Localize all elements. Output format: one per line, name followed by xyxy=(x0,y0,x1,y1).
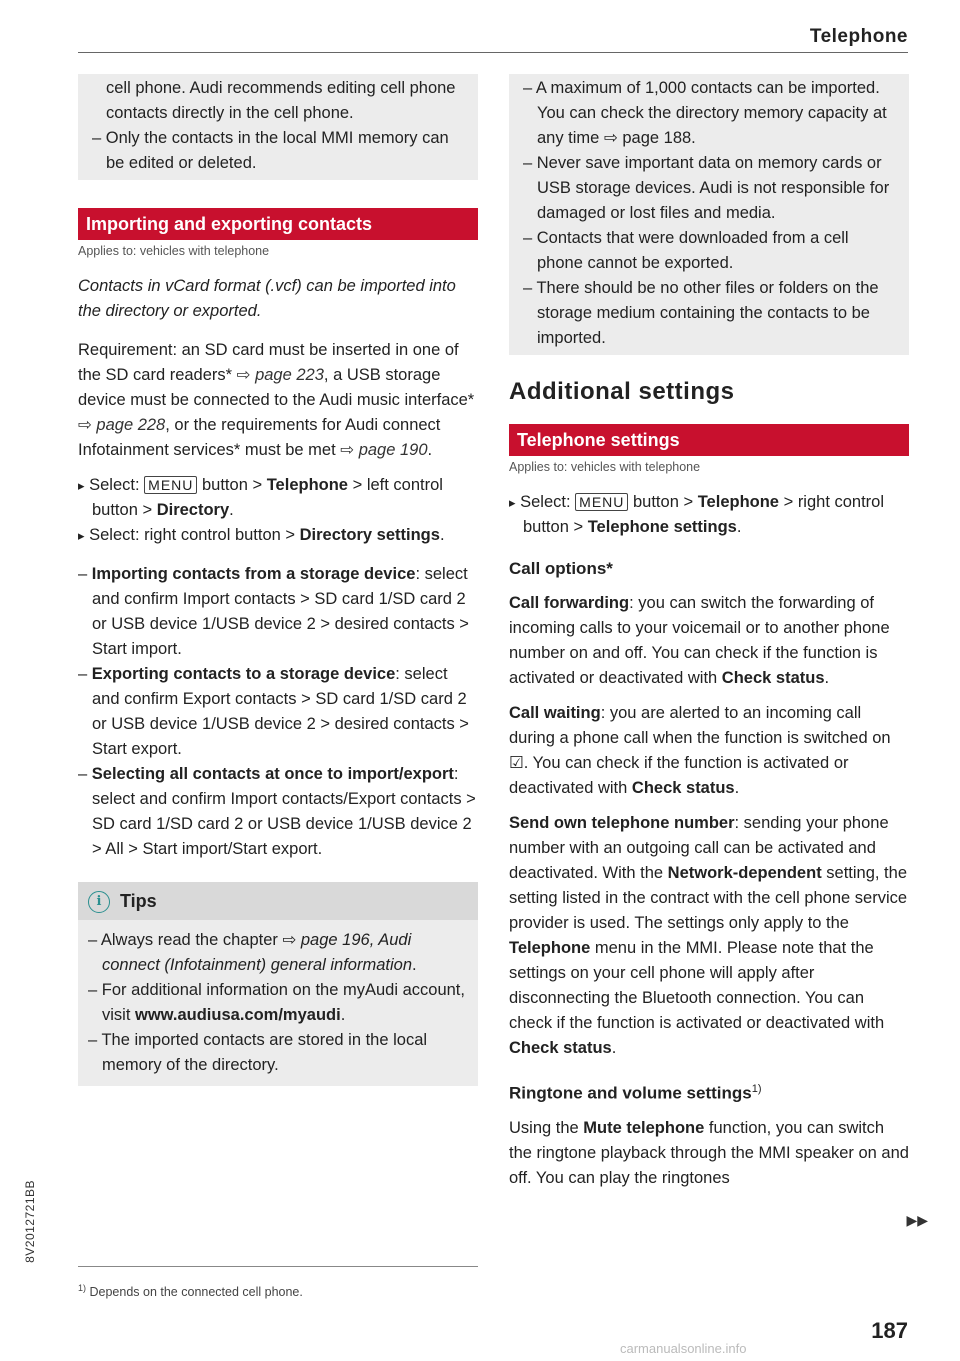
tips-header xyxy=(78,882,478,920)
call-forwarding-paragraph: Call forwarding: you can switch the forwarding of incoming calls to your voicemail or to another phone number on and off. You can check if the function is activated or deactivated with Check status. xyxy=(509,594,890,687)
info-icon: i xyxy=(88,891,110,913)
step-select-directory: ▸ Select: MENU button > Telephone > left control button > Directory. xyxy=(78,473,478,523)
tip-item: – For additional information on the myAudi account, visit www.audiusa.com/myaudi. xyxy=(88,981,465,1024)
tips-title: Tips xyxy=(120,891,157,911)
continue-arrow-icon: ▶▶ xyxy=(906,1212,928,1228)
step-directory-settings: ▸ Select: right control button > Directory settings. xyxy=(78,523,478,548)
note-box-line-2: – Only the contacts in the local MMI memory can be edited or deleted. xyxy=(92,129,449,172)
page-number: 187 xyxy=(871,1318,908,1343)
note-box-continued xyxy=(78,74,478,180)
document-code: 8V2012721BB xyxy=(23,1180,37,1263)
section-title-telephone-settings: Telephone settings xyxy=(509,424,909,456)
intro-text: Contacts in vCard format (.vcf) can be imported into the directory or exported. xyxy=(78,277,456,320)
watermark: carmanualsonline.info xyxy=(620,1341,747,1356)
note-item: – Never save important data on memory cards or USB storage devices. Audi is not responsible for damaged or lost files and media. xyxy=(523,154,890,222)
menu-key: MENU xyxy=(144,476,197,494)
note-item: – A maximum of 1,000 contacts can be imported. You can check the directory memory capacity at any time ⇨ page 188. xyxy=(523,79,887,147)
section-title-import-export: Importing and exporting contacts xyxy=(78,208,478,240)
subheading-ringtone: Ringtone and volume settings$^{1)}$ xyxy=(509,1083,762,1103)
subheading-call-options: Call options* xyxy=(509,559,613,578)
note-box-import-limits xyxy=(509,74,909,355)
tip-item: – Always read the chapter ⇨ page 196, Audi connect (Infotainment) general information. xyxy=(88,931,417,974)
applies-to: Applies to: vehicles with telephone xyxy=(78,244,270,258)
tips-box xyxy=(78,920,478,1086)
step-telephone-settings: ▸ Select: MENU button > Telephone > right control button > Telephone settings. xyxy=(509,490,909,540)
menu-key: MENU xyxy=(575,493,628,511)
heading-additional-settings: Additional settings xyxy=(509,378,735,405)
applies-to: Applies to: vehicles with telephone xyxy=(509,460,701,474)
page-link-223[interactable]: ⇨ page 223 xyxy=(236,366,324,384)
right-column xyxy=(509,74,909,1201)
left-column xyxy=(78,74,478,1086)
footnote: $^{1)}$ Depends on the connected cell phone. xyxy=(78,1283,303,1300)
header-rule xyxy=(78,52,908,53)
requirement-paragraph: Requirement: an SD card must be inserted in one of the SD card readers* ⇨ page 223, a USB storage device must be connected to the Audi music interface* ⇨ page 228, or the requirements for Audi connect Infotainment services* must be met ⇨ page 190. xyxy=(78,341,475,459)
note-box-line-1: cell phone. Audi recommends editing cell phone contacts directly in the cell phone. xyxy=(106,79,456,122)
ringtone-paragraph: Using the Mute telephone function, you can switch the ringtone playback through the MMI speaker on and off. You can play the ringtones xyxy=(509,1118,909,1187)
call-waiting-paragraph: Call waiting: you are alerted to an incoming call during a phone call when the function is switched on ☑. You can check if the function is activated or deactivated with Check status. xyxy=(509,704,891,797)
tip-item: – The imported contacts are stored in the local memory of the directory. xyxy=(88,1031,428,1074)
header-title: Telephone xyxy=(809,26,908,47)
page-link-228[interactable]: ⇨ page 228 xyxy=(78,416,166,434)
note-item: – There should be no other files or folders on the storage medium containing the contacts to be imported. xyxy=(523,279,879,347)
note-item: – Contacts that were downloaded from a cell phone cannot be exported. xyxy=(523,229,849,272)
page-link-196[interactable]: ⇨ page 196, Audi connect (Infotainment) general information xyxy=(102,931,413,974)
page-link-190[interactable]: ⇨ page 190 xyxy=(340,441,428,459)
list-item: – Importing contacts from a storage device: select and confirm Import contacts > SD card 1/SD card 2 or USB device 1/USB device 2 > desired contacts > Start import. xyxy=(78,565,469,658)
list-item: – Selecting all contacts at once to import/export: select and confirm Import contacts/Export contacts > SD card 1/SD card 2 or USB device 1/USB device 2 > All > Start import/Start export. xyxy=(78,765,476,858)
myaudi-link[interactable]: www.audiusa.com/myaudi xyxy=(135,1006,341,1024)
send-number-paragraph: Send own telephone number: sending your phone number with an outgoing call can be activated and deactivated. With the Network-dependent setting, the setting listed in the contract with the cell phone service provider is used. The settings only apply to the Telephone menu in the MMI. Please note that the settings on your cell phone will apply after disconnecting the Bluetooth connection. You can check if the function is activated or deactivated with Check status. xyxy=(509,814,908,1057)
footnote-rule xyxy=(78,1266,478,1267)
list-item: – Exporting contacts to a storage device: select and confirm Export contacts > SD card 1/SD card 2 or USB device 1/USB device 2 > desired contacts > Start export. xyxy=(78,665,469,758)
